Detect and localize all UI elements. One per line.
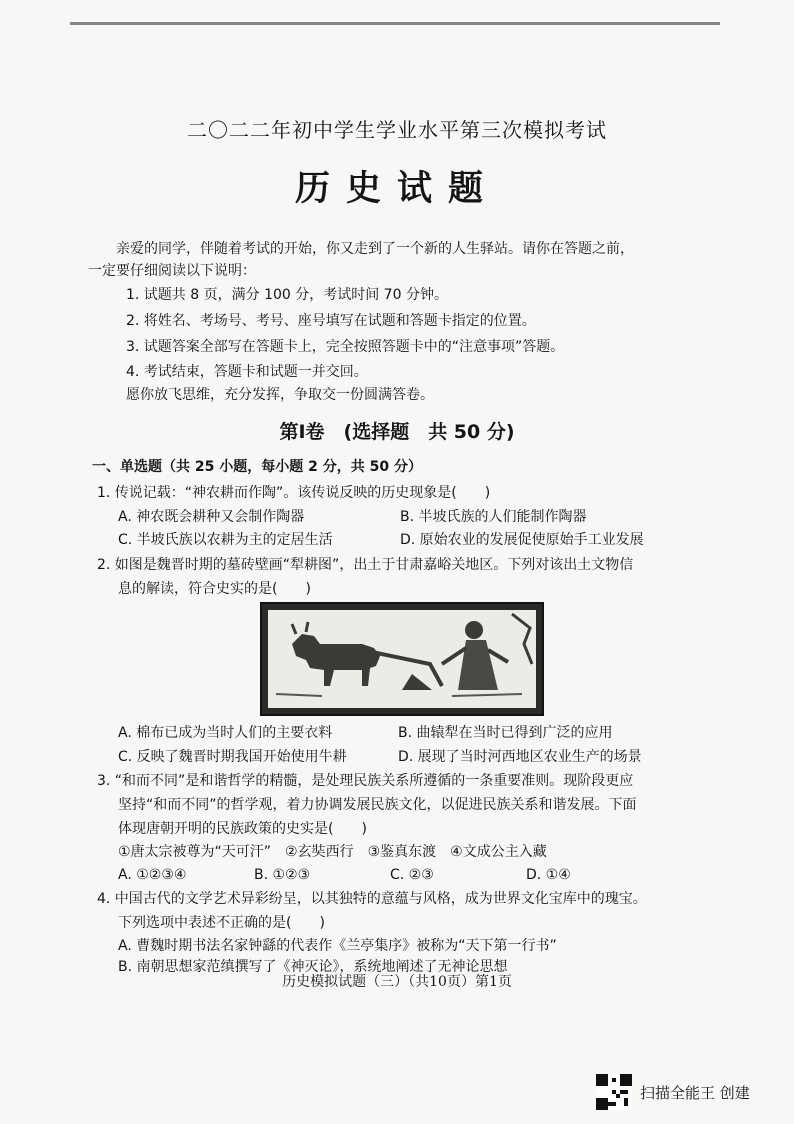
part-heading: 一、单选题（共 25 小题，每小题 2 分，共 50 分） [92,459,422,475]
subject-title: 历史试题 [294,168,499,209]
q3-stem-line-3: 体现唐朝开明的民族政策的史实是( ) [118,821,367,837]
q2-option-b: B. 曲辕犁在当时已得到广泛的应用 [398,725,613,741]
q4-option-a: A. 曹魏时期书法名家钟繇的代表作《兰亭集序》被称为“天下第一行书” [118,938,557,954]
q4-stem-line-2: 下列选项中表述不正确的是( ) [118,915,325,931]
q3-option-a: A. ①②③④ [118,867,187,883]
rule-2: 2. 将姓名、考场号、考号、座号填写在试题和答题卡指定的位置。 [126,313,536,329]
q4-stem-line-1: 4. 中国古代的文学艺术异彩纷呈，以其独特的意蕴与风格，成为世界文化宝库中的瑰宝。 [97,891,647,907]
q1-stem: 1. 传说记载：“神农耕而作陶”。该传说反映的历史现象是( ) [97,485,491,501]
q2-stem-line-2: 息的解读，符合史实的是( ) [118,581,311,597]
q3-stem-line-1: 3. “和而不同”是和谐哲学的精髓，是处理民族关系所遵循的一条重要准则。现阶段更应 [97,773,634,789]
exam-title: 二〇二二年初中学生学业水平第三次模拟考试 [187,118,607,142]
q1-option-b: B. 半坡氏族的人们能制作陶器 [400,509,587,525]
rule-1: 1. 试题共 8 页，满分 100 分，考试时间 70 分钟。 [126,287,448,303]
qr-code-icon [596,1074,632,1110]
intro-line-1: 亲爱的同学，伴随着考试的开始，你又走到了一个新的人生驿站。请你在答题之前， [116,241,634,257]
plowing-mural-image [260,602,544,716]
q3-option-c: C. ②③ [390,867,434,883]
q1-option-c: C. 半坡氏族以农耕为主的定居生活 [118,532,333,548]
page-footer: 历史模拟试题（三）（共10页）第1页 [282,974,512,990]
intro-line-2: 一定要仔细阅读以下说明： [88,263,256,279]
scan-edge-line [70,22,720,25]
q3-option-b: B. ①②③ [254,867,311,883]
plowing-mural-drawing [262,604,542,714]
q1-option-a: A. 神农既会耕种又会制作陶器 [118,509,305,525]
section-title: 第Ⅰ卷 (选择题 共 50 分) [279,421,515,443]
q2-option-d: D. 展现了当时河西地区农业生产的场景 [398,749,642,765]
rule-4: 4. 考试结束，答题卡和试题一并交回。 [126,364,368,380]
intro-closing: 愿你放飞思维，充分发挥，争取交一份圆满答卷。 [126,387,434,403]
q2-option-a: A. 棉布已成为当时人们的主要衣料 [118,725,333,741]
scanner-watermark-label: 扫描全能王 创建 [640,1084,750,1102]
q2-option-c: C. 反映了魏晋时期我国开始使用牛耕 [118,749,347,765]
q3-option-d: D. ①④ [526,867,571,883]
q3-stem-line-2: 坚持“和而不同”的哲学观，着力协调发展民族文化，以促进民族关系和谐发展。下面 [118,797,637,813]
q2-stem-line-1: 2. 如图是魏晋时期的墓砖壁画“犁耕图”，出土于甘肃嘉峪关地区。下列对该出土文物信 [97,557,634,573]
q3-items: ①唐太宗被尊为“天可汗” ②玄奘西行 ③鉴真东渡 ④文成公主入藏 [118,844,547,860]
rule-3: 3. 试题答案全部写在答题卡上，完全按照答题卡中的“注意事项”答题。 [126,339,565,355]
q4-option-b: B. 南朝思想家范缜撰写了《神灭论》，系统地阐述了无神论思想 [118,959,508,975]
q1-option-d: D. 原始农业的发展促使原始手工业发展 [400,532,644,548]
